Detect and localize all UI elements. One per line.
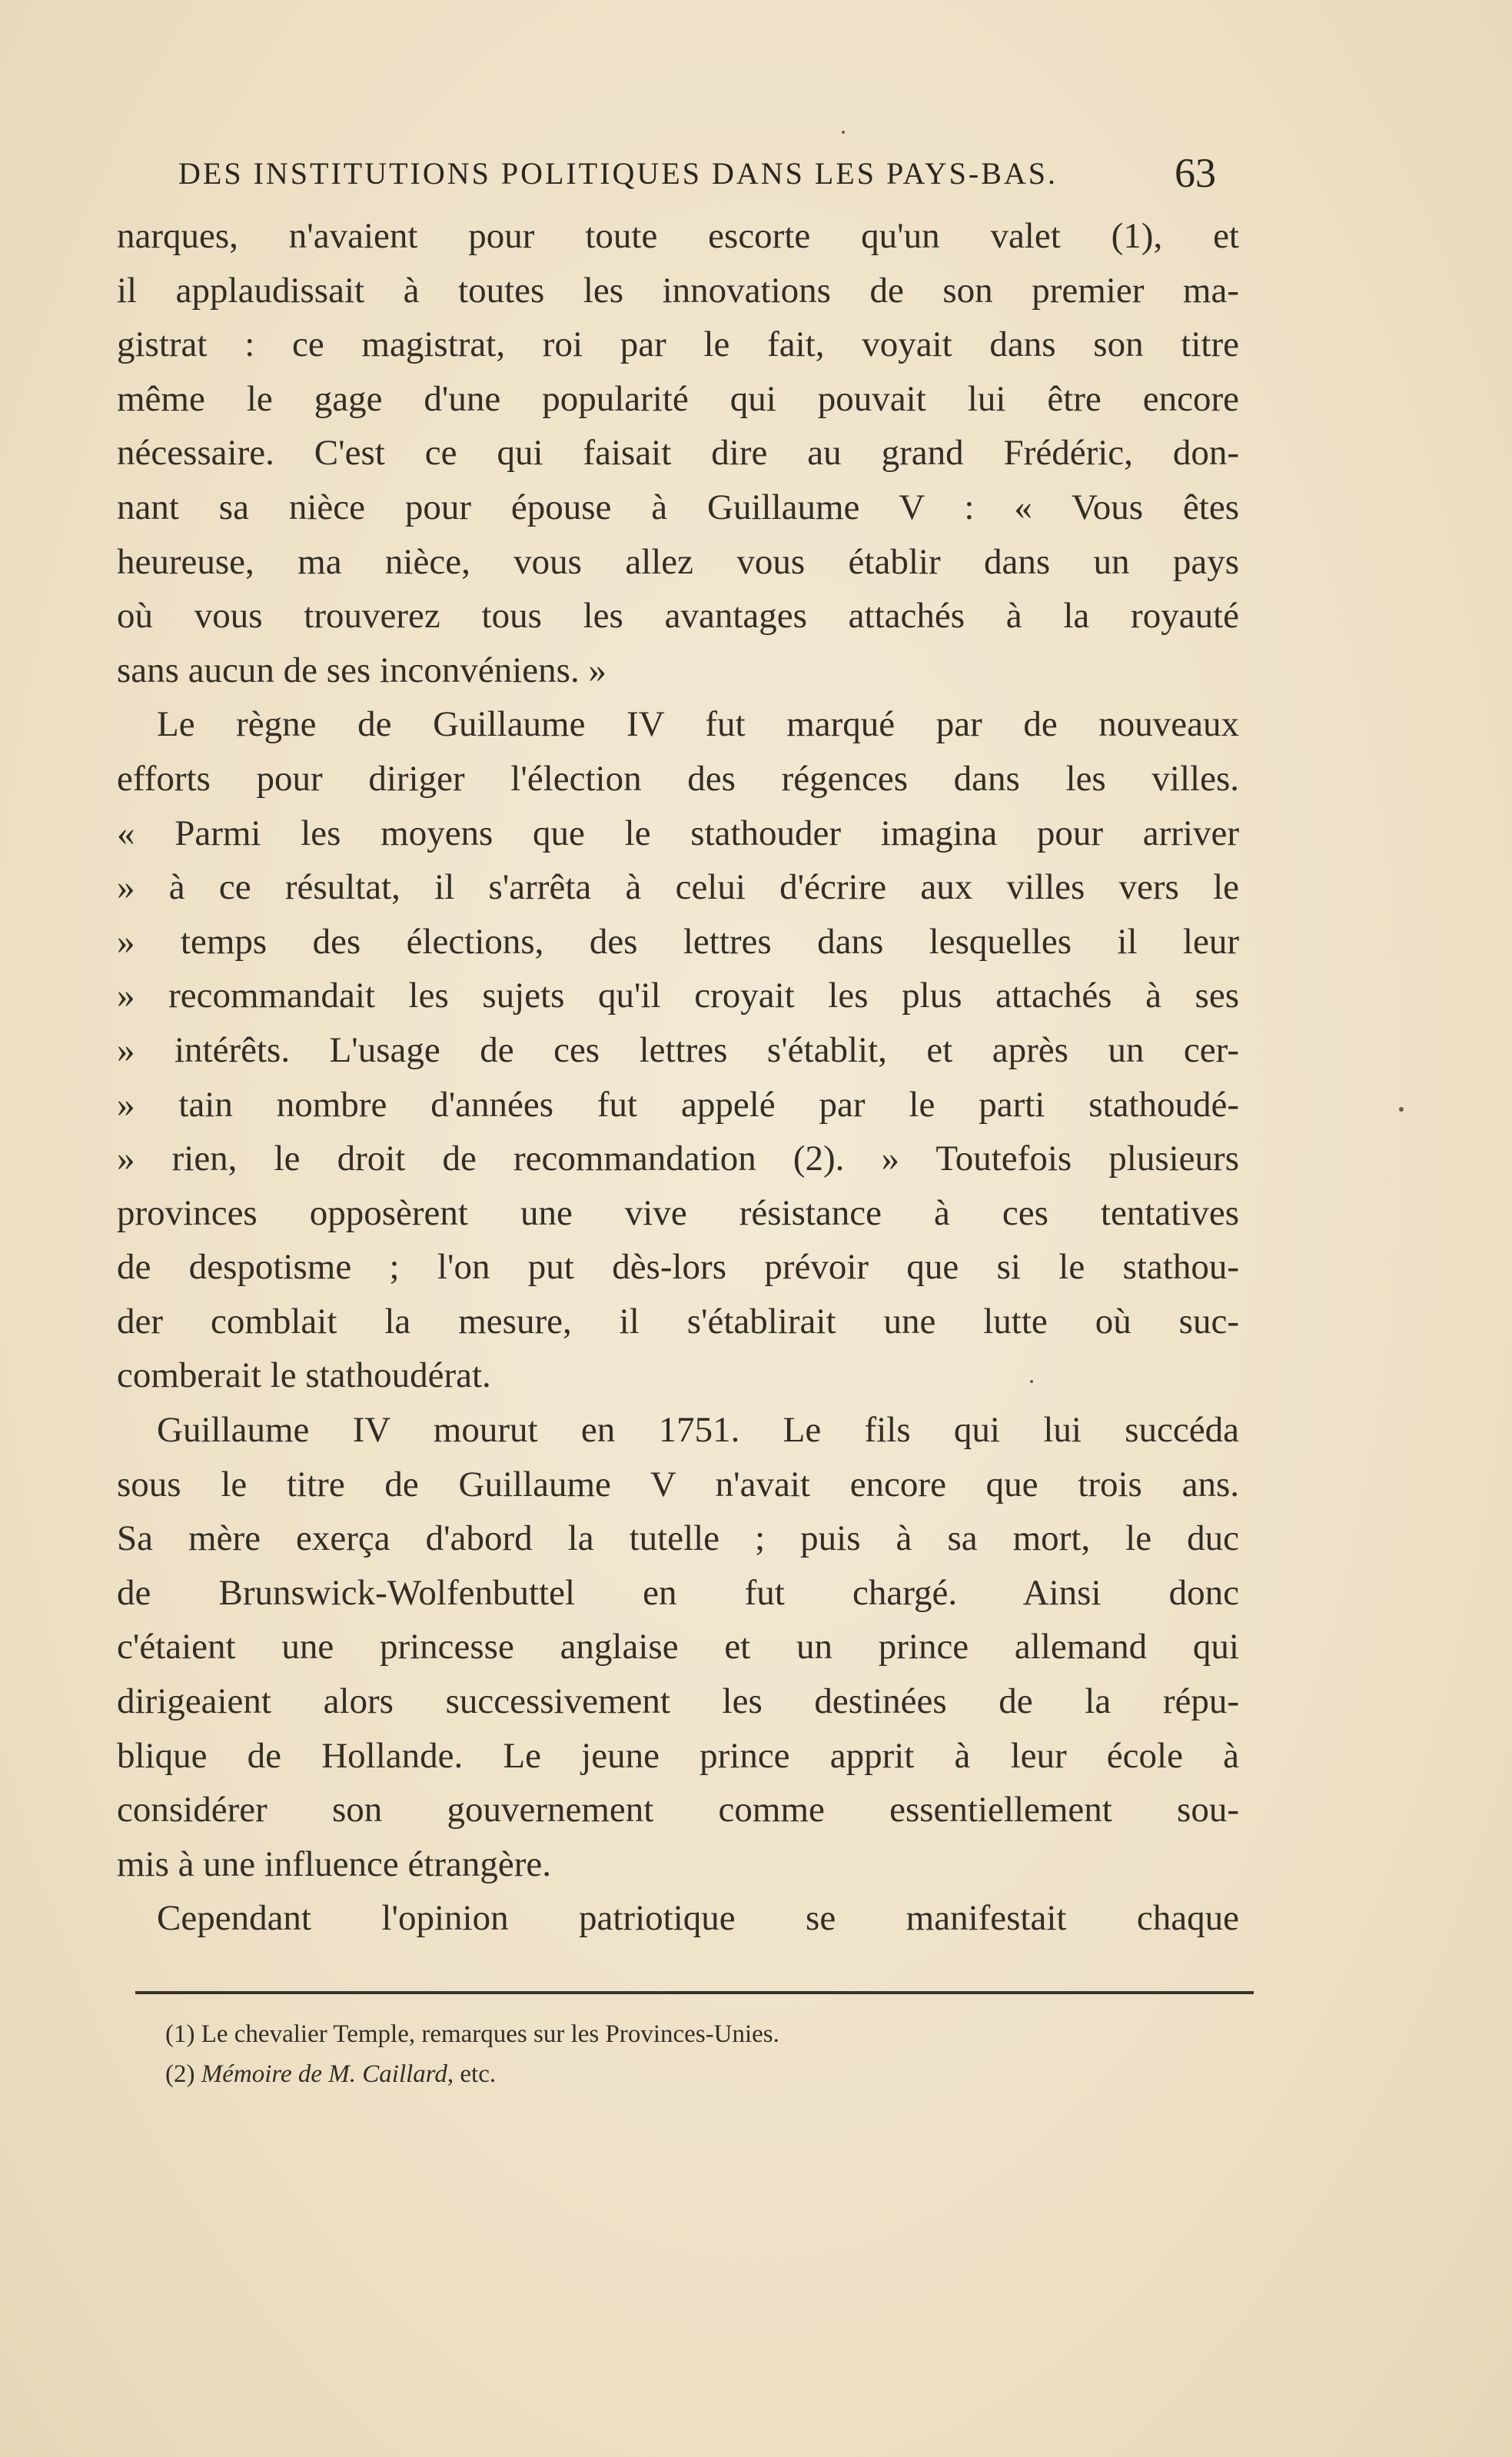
text-line-indented: Le règne de Guillaume IV fut marqué par de nouveaux <box>157 704 1239 745</box>
text-line: il applaudissait à toutes les innovations de son premier ma- <box>117 270 1239 311</box>
text-line: considérer son gouvernement comme essentiellement sou- <box>117 1790 1239 1830</box>
page-number: 63 <box>1175 150 1216 196</box>
paper-speck <box>842 131 845 134</box>
text-line: gistrat : ce magistrat, roi par le fait, voyait dans son titre <box>117 324 1239 365</box>
text-line: nécessaire. C'est ce qui faisait dire au grand Frédéric, don- <box>117 433 1239 474</box>
page-header <box>178 146 1216 200</box>
text-line: narques, n'avaient pour toute escorte qu'un valet (1), et <box>117 216 1239 256</box>
text-line: » intérêts. L'usage de ces lettres s'établit, et après un cer- <box>117 1029 1239 1070</box>
text-line: » rien, le droit de recommandation (2). » Toutefois plusieurs <box>117 1139 1239 1179</box>
text-line: mis à une influence étrangère. <box>117 1844 552 1884</box>
text-line: « Parmi les moyens que le stathouder imagina pour arriver <box>117 813 1239 853</box>
text-line: » temps des élections, des lettres dans lesquelles il leur <box>117 921 1239 962</box>
body-text <box>117 209 1239 1946</box>
footnote-italic-title: Mémoire de M. Caillard <box>201 2060 447 2088</box>
text-line: efforts pour diriger l'élection des régences dans les villes. <box>117 758 1239 799</box>
footnote-text: , etc. <box>447 2060 497 2088</box>
text-line: blique de Hollande. Le jeune prince apprit à leur école à <box>117 1735 1239 1776</box>
text-line: Sa mère exerça d'abord la tutelle ; puis à sa mort, le duc <box>117 1518 1239 1559</box>
paper-speck <box>1399 1107 1404 1112</box>
footnote-marker: (2) <box>165 2060 195 2088</box>
text-line: der comblait la mesure, il s'établirait une lutte où suc- <box>117 1301 1239 1342</box>
text-line: sans aucun de ses inconvéniens. » <box>117 650 606 690</box>
text-line: » recommandait les sujets qu'il croyait les plus attachés à ses <box>117 976 1239 1016</box>
text-line: de despotisme ; l'on put dès-lors prévoir que si le stathou- <box>117 1247 1239 1288</box>
text-line: même le gage d'une popularité qui pouvait lui être encore <box>117 378 1239 419</box>
text-line: heureuse, ma nièce, vous allez vous établir dans un pays <box>117 541 1239 582</box>
text-line: de Brunswick-Wolfenbuttel en fut chargé. Ainsi donc <box>117 1572 1239 1613</box>
text-line: c'étaient une princesse anglaise et un prince allemand qui <box>117 1627 1239 1667</box>
text-line: » tain nombre d'années fut appelé par le parti stathoudé- <box>117 1084 1239 1125</box>
paper-speck <box>1030 1380 1033 1383</box>
footnote-2 <box>165 2054 1165 2094</box>
text-line-indented: Guillaume IV mourut en 1751. Le fils qui lui succéda <box>157 1410 1239 1451</box>
text-line: sous le titre de Guillaume V n'avait encore que trois ans. <box>117 1464 1239 1504</box>
text-line: » à ce résultat, il s'arrêta à celui d'écrire aux villes vers le <box>117 867 1239 908</box>
footnote-rule <box>135 1991 1254 1994</box>
footnote-1 <box>165 2014 1165 2054</box>
text-line: où vous trouverez tous les avantages attachés à la royauté <box>117 596 1239 637</box>
footnotes <box>165 2014 1165 2094</box>
text-line-indented: Cependant l'opinion patriotique se manifestait chaque <box>157 1898 1239 1939</box>
text-line: comberait le stathoudérat. <box>117 1355 491 1396</box>
running-head: DES INSTITUTIONS POLITIQUES DANS LES PAYS-BAS. <box>178 155 1058 191</box>
footnote-marker: (1) <box>165 2020 195 2048</box>
footnote-text: Le chevalier Temple, remarques sur les Provinces-Unies. <box>201 2020 779 2048</box>
text-line: dirigeaient alors successivement les destinées de la répu- <box>117 1681 1239 1722</box>
text-line: nant sa nièce pour épouse à Guillaume V : « Vous êtes <box>117 487 1239 527</box>
text-line: provinces opposèrent une vive résistance à ces tentatives <box>117 1192 1239 1233</box>
